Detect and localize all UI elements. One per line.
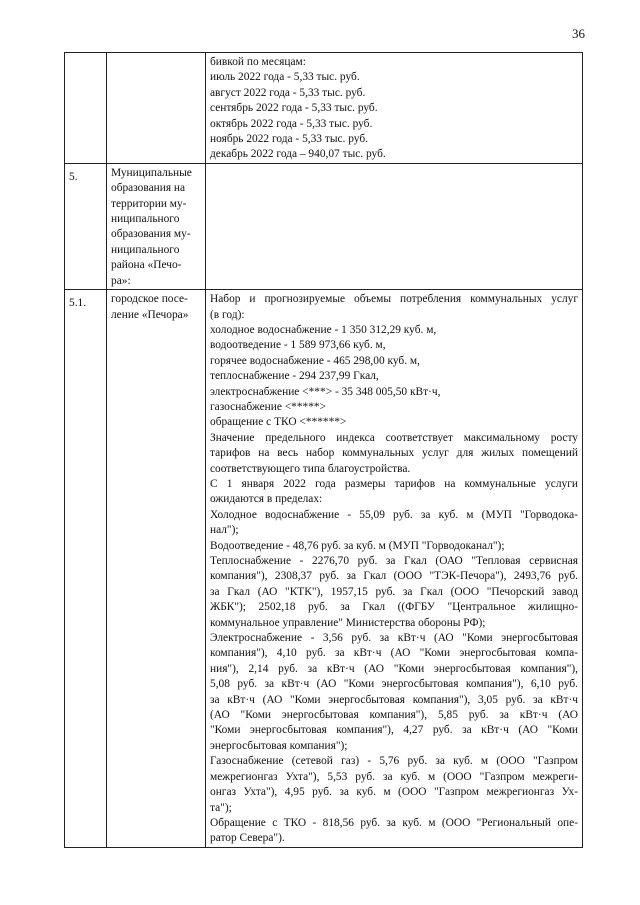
text-line: образования на [111, 182, 186, 195]
row-name [107, 290, 206, 848]
cell-empty-number [65, 53, 107, 164]
text-line: коммунальное управление" Министерства обороны РФ); [210, 616, 486, 629]
cell-continuation-text [206, 53, 583, 164]
text-line: за Гкал (АО "КТК"), 1957,15 руб. за Гкал (ООО "Печорский завод [210, 585, 578, 598]
text-line: соответствующего типа благоустройства. [210, 462, 411, 475]
text-line: ратор Севера"). [210, 832, 285, 845]
text-line: энергосбытовая компания"); [210, 739, 348, 752]
text-line: водоотведение - 1 589 973,66 куб. м, [210, 339, 386, 352]
tariff-table [64, 52, 583, 848]
text-line: компания"), 2308,37 руб. за Гкал (ООО "ТЭК-Печора"), 2493,76 руб. [210, 570, 578, 583]
text-line: Набор и прогнозируемые объемы потребления коммунальных услуг [210, 293, 578, 306]
text-line: теплоснабжение - 294 237,99 Гкал, [210, 370, 379, 383]
text-line: ожидаются в пределах: [210, 493, 323, 506]
text-line: Газоснабжение (сетевой газ) - 5,76 руб. за куб. м (ООО "Газпром [210, 755, 578, 768]
text-line: электроснабжение <***> - 35 348 005,50 кВт·ч, [210, 385, 441, 398]
text-line: ниципального [111, 213, 180, 226]
text-line: района «Печо- [111, 259, 182, 272]
text-line: ЖБК"); 2502,18 руб. за Гкал ((ФГБУ "Центральное жилищно- [210, 601, 578, 614]
text-line: Электроснабжение - 3,56 руб. за кВт·ч (АО "Коми энергосбытовая [210, 632, 578, 645]
text-line: Водоотведение - 48,76 руб. за куб. м (МУП "Горводоканал"); [210, 539, 505, 552]
text-line: нал"); [210, 524, 239, 537]
text-line: 5,08 руб. за кВт·ч (АО "Коми энергосбытовая компания"), 6,10 руб. [210, 678, 578, 691]
text-line: июль 2022 года - 5,33 тыс. руб. [210, 71, 360, 84]
text-line: (в год): [210, 308, 245, 321]
text-line: холодное водоснабжение - 1 350 312,29 куб. м, [210, 323, 437, 336]
text-line: городское посе- [111, 293, 188, 306]
text-line: (АО "Коми энергосбытовая компания"), 5,85 руб. за кВт·ч (АО [210, 709, 578, 722]
table-row-5 [65, 163, 583, 289]
text-line: С 1 января 2022 года размеры тарифов на коммунальные услуги [210, 477, 578, 490]
text-line: образования му- [111, 228, 191, 241]
text-line: август 2022 года - 5,33 тыс. руб. [210, 86, 366, 99]
text-line: та"); [210, 801, 232, 814]
text-line: обращение с ТКО <******> [210, 416, 347, 429]
table-row-continuation [65, 53, 583, 164]
table-row-5-1 [65, 290, 583, 848]
text-line: газоснабжение <*****> [210, 400, 327, 413]
text-line: горячее водоснабжение - 465 298,00 куб. м, [210, 354, 420, 367]
text-line: межрегионгаз Ухта"), 5,53 руб. за куб. м (ООО "Газпром межреги- [210, 770, 578, 783]
text-line: Холодное водоснабжение - 55,09 руб. за куб. м (МУП "Горводока- [210, 508, 578, 521]
text-line: Теплоснабжение - 2276,70 руб. за Гкал (ОАО "Тепловая сервисная [210, 555, 578, 567]
text-line: компания"), 4,10 руб. за кВт·ч (АО "Коми энергосбытовая компа- [210, 647, 578, 660]
text-line: ра»: [111, 274, 131, 287]
row-description [206, 163, 583, 289]
text-line: Обращение с ТКО - 818,56 руб. за куб. м (ООО "Региональный опе- [210, 816, 578, 829]
row-name [107, 163, 206, 289]
text-line: "Коми энергосбытовая компания"), 4,27 руб. за кВт·ч (АО "Коми [210, 724, 578, 737]
text-line: октябрь 2022 года - 5,33 тыс. руб. [210, 117, 373, 130]
page-number: 36 [572, 26, 585, 41]
text-line: бивкой по месяцам: [210, 56, 306, 68]
text-line: ниципального [111, 243, 180, 256]
cell-empty-name [107, 53, 206, 164]
text-line: Значение предельного индекса соответствует максимальному росту [210, 431, 578, 444]
row-number: 5. [65, 163, 107, 289]
text-line: территории му- [111, 197, 187, 210]
text-line: сентябрь 2022 года - 5,33 тыс. руб. [210, 102, 378, 115]
text-line: за кВт·ч (АО "Коми энергосбытовая компания"), 3,05 руб. за кВт·ч [210, 693, 578, 706]
text-line: онгаз Ухта"), 4,95 руб. за куб. м (ООО "Газпром межрегионгаз Ух- [210, 786, 578, 799]
text-line: ноябрь 2022 года - 5,33 тыс. руб. [210, 133, 368, 146]
row-number: 5.1. [65, 290, 107, 848]
row-description [206, 290, 583, 848]
text-line: тарифов на весь набор коммунальных услуг для жилых помещений [210, 447, 578, 460]
text-line: ния"), 2,14 руб. за кВт·ч (АО "Коми энергосбытовая компания"), [210, 662, 578, 675]
text-line: ление «Печора» [111, 308, 189, 321]
text-line: декабрь 2022 года – 940,07 тыс. руб. [210, 148, 386, 161]
text-line: Муниципальные [111, 166, 192, 179]
